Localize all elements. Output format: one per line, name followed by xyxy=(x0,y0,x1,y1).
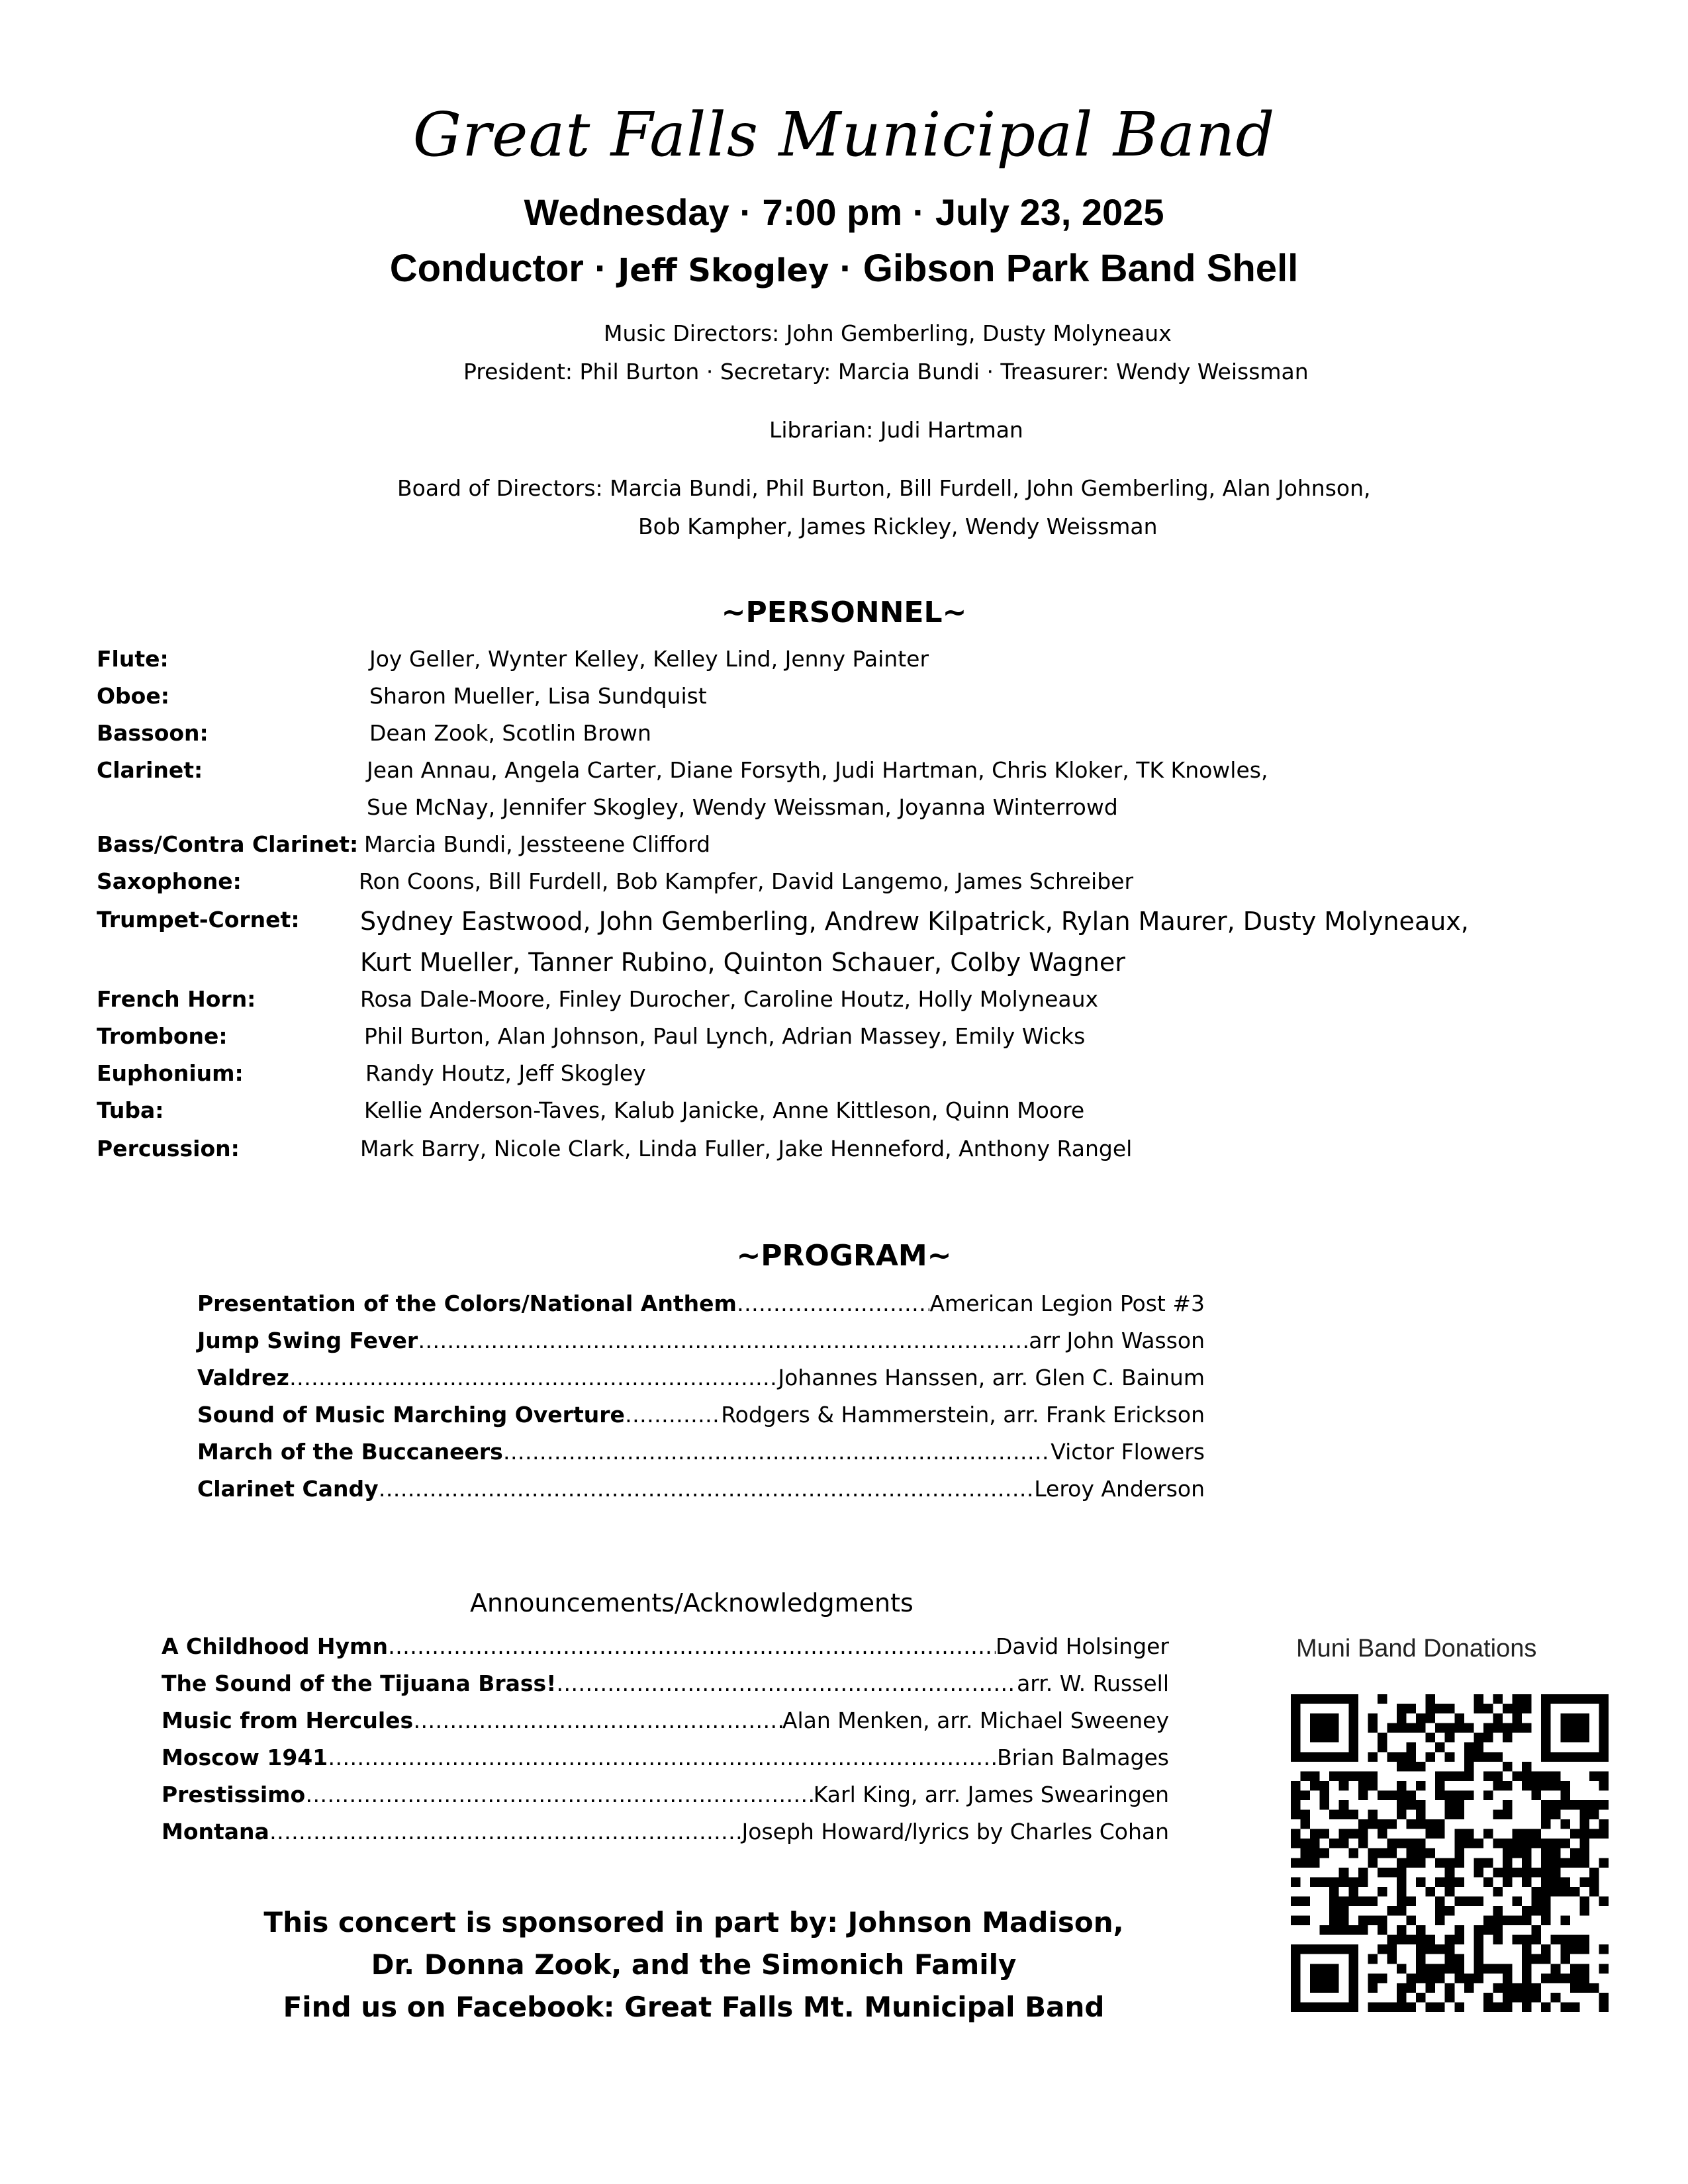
piece-title: March of the Buccaneers xyxy=(197,1439,503,1465)
board-of-directors-line2: Bob Kampher, James Rickley, Wendy Weissman xyxy=(638,514,1158,539)
dot-leader xyxy=(737,1291,930,1316)
conductor-line xyxy=(0,246,1688,291)
piece-title: Valdrez xyxy=(197,1365,289,1390)
conductor-prefix: Conductor · xyxy=(389,247,618,290)
player-names: Rosa Dale-Moore, Finley Durocher, Caroline Houtz, Holly Molyneaux xyxy=(360,986,1099,1012)
piece-credit: Johannes Hanssen, arr. Glen C. Bainum xyxy=(778,1365,1205,1390)
program-item xyxy=(197,1402,1205,1428)
piece-credit: Leroy Anderson xyxy=(1034,1476,1205,1502)
piece-title: Montana xyxy=(162,1819,269,1844)
concert-date-line: Wednesday · 7:00 pm · July 23, 2025 xyxy=(524,191,1164,233)
donations-label: Muni Band Donations xyxy=(1296,1635,1537,1662)
dot-leader xyxy=(305,1782,814,1807)
program-item xyxy=(197,1328,1205,1353)
piece-title: A Childhood Hymn xyxy=(162,1633,388,1659)
band-title: Great Falls Municipal Band xyxy=(412,99,1276,170)
piece-credit: Alan Menken, arr. Michael Sweeney xyxy=(782,1707,1169,1733)
player-names: Marcia Bundi, Jessteene Clifford xyxy=(364,831,711,857)
dot-leader xyxy=(556,1670,1017,1696)
dot-leader xyxy=(413,1707,782,1733)
announcements-heading: Announcements/Acknowledgments xyxy=(470,1588,914,1617)
piece-title: Clarinet Candy xyxy=(197,1476,379,1502)
player-names: Mark Barry, Nicole Clark, Linda Fuller, Jake Henneford, Anthony Rangel xyxy=(360,1136,1133,1161)
dot-leader xyxy=(379,1476,1035,1502)
librarian: Librarian: Judi Hartman xyxy=(769,417,1023,443)
piece-title: Presentation of the Colors/National Anthem xyxy=(197,1291,737,1316)
facebook-line: Find us on Facebook: Great Falls Mt. Municipal Band xyxy=(283,1991,1105,2023)
piece-credit: Victor Flowers xyxy=(1051,1439,1205,1465)
dot-leader xyxy=(625,1402,721,1428)
announcements-item xyxy=(162,1707,1169,1733)
instrument-label: Flute: xyxy=(97,646,169,672)
sponsors-line1: This concert is sponsored in part by: Johnson Madison, xyxy=(263,1906,1124,1938)
instrument-label: Euphonium: xyxy=(97,1060,244,1086)
dot-leader xyxy=(328,1745,997,1770)
personnel-heading: ~PERSONNEL~ xyxy=(721,596,967,629)
piece-credit: arr John Wasson xyxy=(1029,1328,1205,1353)
instrument-label: Trombone: xyxy=(97,1023,228,1049)
announcements-item xyxy=(162,1670,1169,1696)
announcements-item xyxy=(162,1633,1169,1659)
piece-title: The Sound of the Tijuana Brass! xyxy=(162,1670,557,1696)
piece-credit: Joseph Howard/lyrics by Charles Cohan xyxy=(741,1819,1169,1844)
piece-title: Sound of Music Marching Overture xyxy=(197,1402,625,1428)
player-names: Kurt Mueller, Tanner Rubino, Quinton Schauer, Colby Wagner xyxy=(360,948,1125,977)
instrument-label: Trumpet-Cornet: xyxy=(97,907,300,933)
player-names: Sue McNay, Jennifer Skogley, Wendy Weissman, Joyanna Winterrowd xyxy=(367,794,1118,820)
piece-credit: arr. W. Russell xyxy=(1017,1670,1169,1696)
player-names: Jean Annau, Angela Carter, Diane Forsyth, Judi Hartman, Chris Kloker, TK Knowles, xyxy=(367,757,1268,783)
dot-leader xyxy=(503,1439,1051,1465)
piece-title: Music from Hercules xyxy=(162,1707,414,1733)
program-heading: ~PROGRAM~ xyxy=(736,1239,952,1273)
program-item xyxy=(197,1291,1205,1316)
player-names: Randy Houtz, Jeff Skogley xyxy=(365,1060,646,1086)
piece-credit: Rodgers & Hammerstein, arr. Frank Erickson xyxy=(721,1402,1205,1428)
instrument-label: Tuba: xyxy=(97,1097,164,1123)
player-names: Joy Geller, Wynter Kelley, Kelley Lind, Jenny Painter xyxy=(369,646,929,672)
piece-credit: Brian Balmages xyxy=(997,1745,1169,1770)
instrument-label: Oboe: xyxy=(97,683,169,709)
instrument-label: French Horn: xyxy=(97,986,256,1012)
announcements-item xyxy=(162,1782,1169,1807)
piece-credit: American Legion Post #3 xyxy=(929,1291,1205,1316)
player-names: Kellie Anderson-Taves, Kalub Janicke, Anne Kittleson, Quinn Moore xyxy=(364,1097,1085,1123)
qr-code-icon[interactable] xyxy=(1291,1694,1609,2012)
music-directors: Music Directors: John Gemberling, Dusty Molyneaux xyxy=(604,320,1172,346)
sponsors-line2: Dr. Donna Zook, and the Simonich Family xyxy=(371,1948,1017,1981)
board-of-directors-line1: Board of Directors: Marcia Bundi, Phil Burton, Bill Furdell, John Gemberling, Alan Johnson, xyxy=(397,475,1371,501)
piece-title: Jump Swing Fever xyxy=(197,1328,418,1353)
instrument-label: Percussion: xyxy=(97,1136,240,1161)
dot-leader xyxy=(269,1819,742,1844)
dot-leader xyxy=(289,1365,778,1390)
program-item xyxy=(197,1439,1205,1465)
piece-credit: David Holsinger xyxy=(995,1633,1169,1659)
announcements-item xyxy=(162,1819,1169,1844)
announcements-item xyxy=(162,1745,1169,1770)
player-names: Sydney Eastwood, John Gemberling, Andrew Kilpatrick, Rylan Maurer, Dusty Molyneaux, xyxy=(360,907,1469,936)
dot-leader xyxy=(418,1328,1029,1353)
instrument-label: Saxophone: xyxy=(97,868,242,894)
instrument-label: Bass/Contra Clarinet: xyxy=(97,831,359,857)
program-item xyxy=(197,1476,1205,1502)
player-names: Sharon Mueller, Lisa Sundquist xyxy=(369,683,707,709)
piece-title: Moscow 1941 xyxy=(162,1745,328,1770)
instrument-label: Clarinet: xyxy=(97,757,203,783)
player-names: Dean Zook, Scotlin Brown xyxy=(369,720,651,746)
piece-title: Prestissimo xyxy=(162,1782,306,1807)
executive-officers: President: Phil Burton · Secretary: Marcia Bundi · Treasurer: Wendy Weissman xyxy=(463,359,1309,385)
dot-leader xyxy=(388,1633,996,1659)
instrument-label: Bassoon: xyxy=(97,720,209,746)
piece-credit: Karl King, arr. James Swearingen xyxy=(813,1782,1169,1807)
player-names: Ron Coons, Bill Furdell, Bob Kampfer, David Langemo, James Schreiber xyxy=(359,868,1134,894)
program-item xyxy=(197,1365,1205,1390)
player-names: Phil Burton, Alan Johnson, Paul Lynch, Adrian Massey, Emily Wicks xyxy=(364,1023,1086,1049)
location-text: · Gibson Park Band Shell xyxy=(829,247,1299,290)
conductor-name: Jeff Skogley xyxy=(618,252,829,289)
